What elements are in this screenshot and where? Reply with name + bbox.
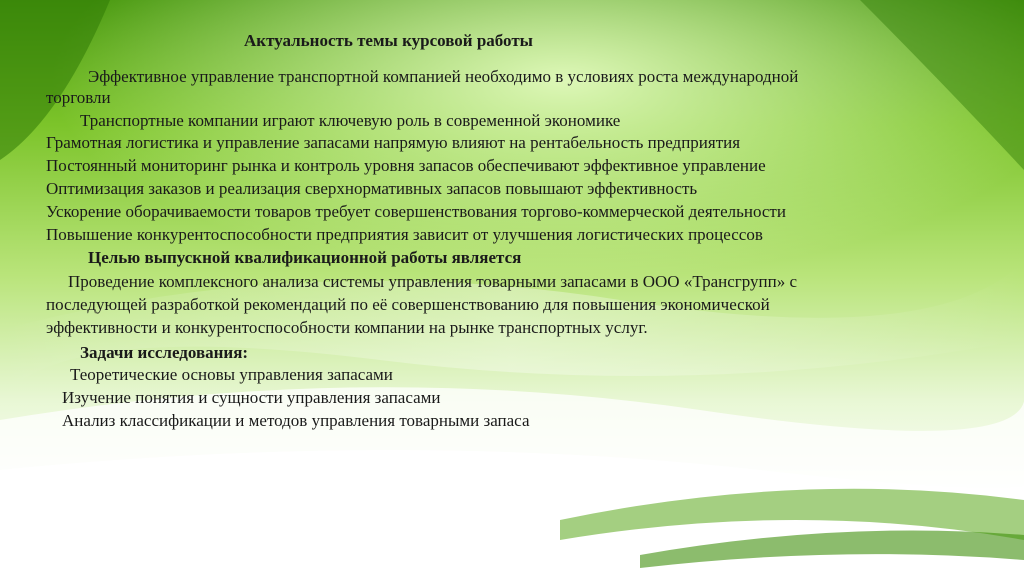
- slide-title: Актуальность темы курсовой работы: [244, 31, 533, 50]
- relevance-item: Грамотная логистика и управление запасами напрямую влияют на рентабельность предприятия: [46, 133, 741, 152]
- relevance-item: Ускорение оборачиваемости товаров требует совершенствования торгово-коммерческой деятельности: [46, 202, 786, 221]
- relevance-item: Эффективное управление транспортной компанией необходимо в условиях роста международной: [88, 67, 799, 86]
- relevance-item: Повышение конкурентоспособности предприятия зависит от улучшения логистических процессов: [46, 225, 763, 244]
- relevance-item: Оптимизация заказов и реализация сверхнормативных запасов повышают эффективность: [46, 179, 698, 198]
- goal-line: последующей разработкой рекомендаций по её совершенствованию для повышения экономической: [46, 295, 770, 314]
- relevance-item: Постоянный мониторинг рынка и контроль уровня запасов обеспечивают эффективное управление: [46, 156, 766, 175]
- relevance-item: Транспортные компании играют ключевую роль в современной экономике: [80, 111, 621, 130]
- task-item: Теоретические основы управления запасами: [70, 365, 393, 384]
- task-item: Изучение понятия и сущности управления запасами: [62, 388, 441, 407]
- tasks-heading: Задачи исследования:: [80, 343, 249, 362]
- task-item: Анализ классификации и методов управления товарными запаса: [62, 411, 530, 430]
- relevance-item: торговли: [46, 88, 111, 107]
- goal-line: эффективности и конкурентоспособности компании на рынке транспортных услуг.: [46, 318, 648, 337]
- goal-line: Проведение комплексного анализа системы управления товарными запасами в ООО «Трансгрупп» с: [68, 272, 797, 291]
- goal-heading: Целью выпускной квалификационной работы является: [88, 248, 522, 267]
